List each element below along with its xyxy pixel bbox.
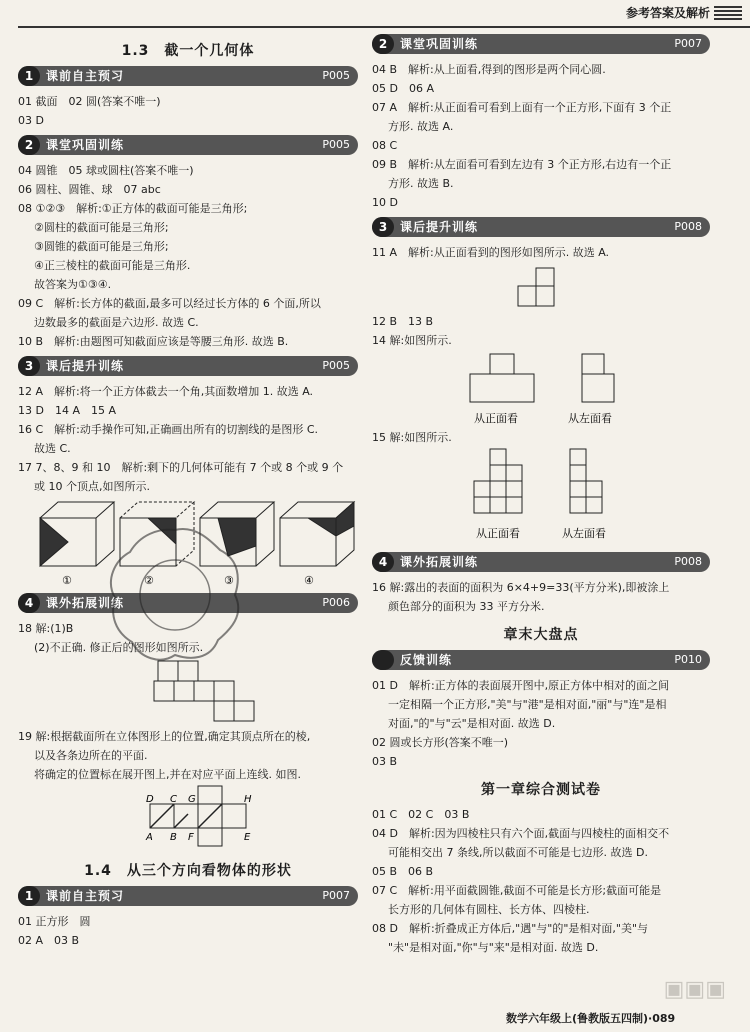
net-label: H (244, 794, 252, 805)
bar-label: 课后提升训练 (46, 359, 125, 373)
cube-label: ③ (224, 574, 234, 587)
answer-line: 16 C 解析:动手操作可知,正确画出所有的切割线的是图形 C. (18, 423, 319, 436)
bar-label: 课外拓展训练 (46, 596, 125, 610)
answer-line: 19 解:根据截面所在立体图形上的位置,确定其顶点所在的棱, (18, 730, 311, 743)
corner-watermark: ▣▣▣ (663, 977, 726, 1002)
section-title: 章末大盘点 (503, 627, 579, 643)
answer-line: 08 D 解析:折叠成正方体后,"遇"与"的"是相对面,"美"与 (372, 922, 649, 935)
answer-line: 09 C 解析:长方体的截面,最多可以经过长方体的 6 个面,所以 (18, 297, 321, 310)
bar-dot (372, 650, 394, 670)
bar-label: 课堂巩固训练 (46, 138, 125, 152)
net-label: E (244, 832, 251, 843)
section-bar (18, 886, 358, 906)
bar-number: 4 (18, 593, 40, 613)
answer-line: 或 10 个顶点,如图所示. (34, 480, 150, 493)
answer-line: ④正三棱柱的截面可能是三角形. (34, 259, 191, 272)
answer-line: 14 解:如图所示. (372, 334, 452, 347)
answer-line: 17 7、8、9 和 10 解析:剩下的几何体可能有 7 个或 8 个或 9 个 (18, 461, 344, 474)
answer-line: 03 B (372, 755, 398, 768)
net-grid (154, 661, 254, 721)
bar-page: P008 (674, 220, 702, 233)
answer-line: 02 圆或长方形(答案不唯一) (372, 736, 509, 749)
section-bar (372, 34, 710, 54)
bar-page: P007 (322, 889, 350, 902)
answer-line: 01 C 02 C 03 B (372, 808, 470, 821)
answer-line: 01 截面 02 圆(答案不唯一) (18, 95, 161, 108)
bar-page: P010 (674, 653, 702, 666)
views-14-shapes (470, 354, 614, 402)
answer-line: "未"是相对面,"你"与"来"是相对面. 故选 D. (388, 941, 599, 954)
bar-label: 课前自主预习 (46, 889, 125, 903)
view-caption: 从正面看 (476, 527, 520, 540)
answer-line: 13 D 14 A 15 A (18, 404, 117, 417)
answer-line: 07 C 解析:用平面截圆锥,截面不可能是长方形;截面可能是 (372, 884, 662, 897)
answer-line: 一定相隔一个正方形,"美"与"港"是相对面,"丽"与"连"是相 (388, 698, 667, 711)
answer-line: 05 B 06 B (372, 865, 434, 878)
stamp-watermark-icon (100, 520, 250, 670)
answer-line: 07 A 解析:从正面看可看到上面有一个正方形,下面有 3 个正 (372, 101, 672, 114)
bar-page: P005 (322, 359, 350, 372)
answer-line: 长方形的几何体有圆柱、长方体、四棱柱. (388, 903, 590, 916)
answer-line: 颜色部分的面积为 33 平方分米. (388, 600, 545, 613)
answer-line: 06 圆柱、圆锥、球 07 abc (18, 183, 161, 196)
net-section-svg (18, 784, 358, 852)
bar-label: 课堂巩固训练 (400, 37, 479, 51)
answer-line: 12 B 13 B (372, 315, 434, 328)
net-label: A (146, 832, 153, 843)
answer-line: 方形. 故选 A. (388, 120, 454, 133)
answer-line: 将确定的位置标在展开图上,并在对应平面上连线. 如图. (34, 768, 301, 781)
bar-page: P008 (674, 555, 702, 568)
section-bar (372, 217, 710, 237)
answer-line: 可能相交出 7 条线,所以截面不可能是七边形. 故选 D. (388, 846, 648, 859)
views-15-svg (372, 447, 710, 547)
answer-line: 09 B 解析:从左面看可看到左边有 3 个正方形,右边有一个正 (372, 158, 672, 171)
section-title: 1.3 截一个几何体 (121, 43, 255, 59)
section-bar (18, 356, 358, 376)
net-label: G (188, 794, 196, 805)
answer-line: 边数最多的截面是六边形. 故选 C. (34, 316, 199, 329)
header-bars-icon (714, 6, 742, 20)
views-figure-14 (372, 350, 710, 428)
cube-label: ② (144, 574, 154, 587)
answer-line: 04 B 解析:从上面看,得到的图形是两个同心圆. (372, 63, 606, 76)
answer-line: 对面,"的"与"云"是相对面. 故选 D. (388, 717, 556, 730)
section-title: 第一章综合测试卷 (481, 782, 601, 798)
view-caption: 从左面看 (562, 527, 606, 540)
view-caption: 从正面看 (474, 412, 518, 425)
header-title: 参考答案及解析 (625, 6, 710, 20)
answer-line: 15 解:如图所示. (372, 431, 452, 444)
front-view-shape (518, 268, 554, 306)
bar-number: 1 (18, 886, 40, 906)
bar-number: 2 (18, 135, 40, 155)
right-column (372, 32, 710, 957)
net-with-section-figure (18, 784, 358, 852)
bar-label: 反馈训练 (400, 653, 453, 667)
bar-label: 课后提升训练 (400, 220, 479, 234)
bar-number: 2 (372, 34, 394, 54)
bar-page: P005 (322, 69, 350, 82)
section-title: 1.4 从三个方向看物体的形状 (84, 863, 292, 879)
answer-line: 11 A 解析:从正面看到的图形如图所示. 故选 A. (372, 246, 610, 259)
front-view-svg (372, 262, 710, 312)
answer-line: 04 圆锥 05 球或圆柱(答案不唯一) (18, 164, 194, 177)
answer-line: 以及各条边所在的平面. (34, 749, 148, 762)
answer-line: 04 D 解析:因为四棱柱只有六个面,截面与四棱柱的面相交不 (372, 827, 670, 840)
net-label: D (146, 794, 154, 805)
bar-label: 课前自主预习 (46, 69, 125, 83)
cube-4 (280, 502, 354, 566)
net-label: C (170, 794, 177, 805)
answer-line: 01 正方形 圆 (18, 915, 91, 928)
cube-label: ① (62, 574, 72, 587)
net-label: B (170, 832, 177, 843)
front-view-figure (372, 262, 710, 312)
answer-line: 05 D 06 A (372, 82, 434, 95)
page-footer: 数学六年级上(鲁教版五四制)·089 (506, 1012, 676, 1025)
answer-line: 10 B 解析:由题图可知截面应该是等腰三角形. 故选 B. (18, 335, 289, 348)
bar-number: 1 (18, 66, 40, 86)
bar-number: 3 (18, 356, 40, 376)
section-bar (372, 552, 710, 572)
view-caption: 从左面看 (568, 412, 612, 425)
answer-line: 08 C (372, 139, 398, 152)
bar-page: P006 (322, 596, 350, 609)
net-section-grid (150, 786, 246, 846)
answer-line: 故选 C. (34, 442, 71, 455)
bar-label: 课外拓展训练 (400, 555, 479, 569)
answer-line: 方形. 故选 B. (388, 177, 454, 190)
answer-line: 10 D (372, 196, 398, 209)
views-figure-15 (372, 447, 710, 547)
bar-number: 4 (372, 552, 394, 572)
bar-page: P005 (322, 138, 350, 151)
bar-page: P007 (674, 37, 702, 50)
net-label: F (188, 832, 194, 843)
answer-line: 16 解:露出的表面的面积为 6×4+9=33(平方分米),即被涂上 (372, 581, 670, 594)
answer-line: 03 D (18, 114, 44, 127)
answer-line: 12 A 解析:将一个正方体截去一个角,其面数增加 1. 故选 A. (18, 385, 314, 398)
views-15-shapes (474, 449, 602, 513)
answer-line: 01 D 解析:正方体的表面展开图中,原正方体中相对的面之间 (372, 679, 670, 692)
views-14-svg (372, 350, 710, 428)
section-bar (372, 650, 710, 670)
bar-number: 3 (372, 217, 394, 237)
answer-line: 08 ①②③ 解析:①正方体的截面可能是三角形; (18, 202, 248, 215)
answer-line: 故答案为①③④. (34, 278, 112, 291)
section-bar (18, 66, 358, 86)
answer-line: (2)不正确. 修正后的图形如图所示. (34, 641, 204, 654)
left-column (18, 32, 358, 950)
answer-line: 18 解:(1)B (18, 622, 74, 635)
page-header (18, 0, 750, 28)
cube-label: ④ (304, 574, 314, 587)
answer-line: ②圆柱的截面可能是三角形; (34, 221, 169, 234)
answer-line: 02 A 03 B (18, 934, 80, 947)
answer-line: ③圆锥的截面可能是三角形; (34, 240, 169, 253)
section-bar (18, 135, 358, 155)
